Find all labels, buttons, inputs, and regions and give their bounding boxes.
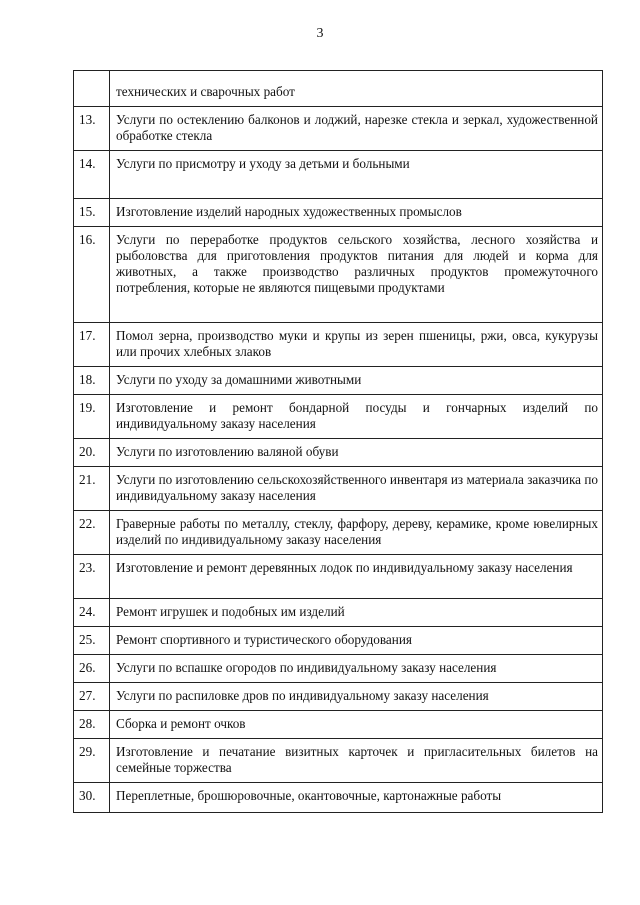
row-text: Переплетные, брошюровочные, окантовочные, картонажные работы xyxy=(110,783,603,813)
row-number: 25. xyxy=(74,627,110,655)
row-number: 30. xyxy=(74,783,110,813)
row-number: 27. xyxy=(74,683,110,711)
table-row xyxy=(74,323,603,367)
table-row xyxy=(74,227,603,323)
table-row xyxy=(74,467,603,511)
table-row xyxy=(74,555,603,599)
table-row xyxy=(74,739,603,783)
table-row xyxy=(74,511,603,555)
row-number: 21. xyxy=(74,467,110,511)
table-row xyxy=(74,107,603,151)
row-number: 14. xyxy=(74,151,110,199)
table-row xyxy=(74,151,603,199)
row-text: Ремонт игрушек и подобных им изделий xyxy=(110,599,603,627)
table-row xyxy=(74,71,603,107)
table-row xyxy=(74,439,603,467)
row-number: 28. xyxy=(74,711,110,739)
table-row xyxy=(74,655,603,683)
row-number: 26. xyxy=(74,655,110,683)
row-number: 23. xyxy=(74,555,110,599)
table-row xyxy=(74,599,603,627)
row-number: 13. xyxy=(74,107,110,151)
row-number: 15. xyxy=(74,199,110,227)
row-text: Услуги по присмотру и уходу за детьми и больными xyxy=(110,151,603,199)
row-text: Услуги по изготовлению сельскохозяйственного инвентаря из материала заказчика по индивидуальному заказу населения xyxy=(110,467,603,511)
row-text: Услуги по переработке продуктов сельского хозяйства, лесного хозяйства и рыболовства для приготовления продуктов питания для людей и корма для животных, а также производство различных продуктов промежуточного потребления, которые не являются пищевыми продуктами xyxy=(110,227,603,323)
table-row xyxy=(74,367,603,395)
table-row xyxy=(74,711,603,739)
row-text: Ремонт спортивного и туристического оборудования xyxy=(110,627,603,655)
row-text: Сборка и ремонт очков xyxy=(110,711,603,739)
row-number: 29. xyxy=(74,739,110,783)
table-row xyxy=(74,627,603,655)
row-text: Услуги по уходу за домашними животными xyxy=(110,367,603,395)
row-text: технических и сварочных работ xyxy=(110,71,603,107)
row-text: Граверные работы по металлу, стеклу, фарфору, дереву, керамике, кроме ювелирных изделий по индивидуальному заказу населения xyxy=(110,511,603,555)
row-text: Помол зерна, производство муки и крупы из зерен пшеницы, ржи, овса, кукурузы или прочих хлебных злаков xyxy=(110,323,603,367)
row-text: Изготовление изделий народных художественных промыслов xyxy=(110,199,603,227)
row-number: 17. xyxy=(74,323,110,367)
page-number: 3 xyxy=(316,26,324,41)
row-text: Услуги по распиловке дров по индивидуальному заказу населения xyxy=(110,683,603,711)
row-text: Услуги по остеклению балконов и лоджий, нарезке стекла и зеркал, художественной обработке стекла xyxy=(110,107,603,151)
table-row xyxy=(74,783,603,813)
row-text: Изготовление и ремонт бондарной посуды и гончарных изделий по индивидуальному заказу населения xyxy=(110,395,603,439)
table-row xyxy=(74,683,603,711)
table-row xyxy=(74,395,603,439)
row-number: 19. xyxy=(74,395,110,439)
row-number: 22. xyxy=(74,511,110,555)
row-number: 16. xyxy=(74,227,110,323)
row-number: 24. xyxy=(74,599,110,627)
table-row xyxy=(74,199,603,227)
row-number: 18. xyxy=(74,367,110,395)
row-text: Изготовление и ремонт деревянных лодок по индивидуальному заказу населения xyxy=(110,555,603,599)
row-text: Услуги по изготовлению валяной обуви xyxy=(110,439,603,467)
row-text: Услуги по вспашке огородов по индивидуальному заказу населения xyxy=(110,655,603,683)
row-number xyxy=(74,71,110,107)
row-text: Изготовление и печатание визитных карточек и пригласительных билетов на семейные торжества xyxy=(110,739,603,783)
row-number: 20. xyxy=(74,439,110,467)
services-table xyxy=(73,70,603,813)
